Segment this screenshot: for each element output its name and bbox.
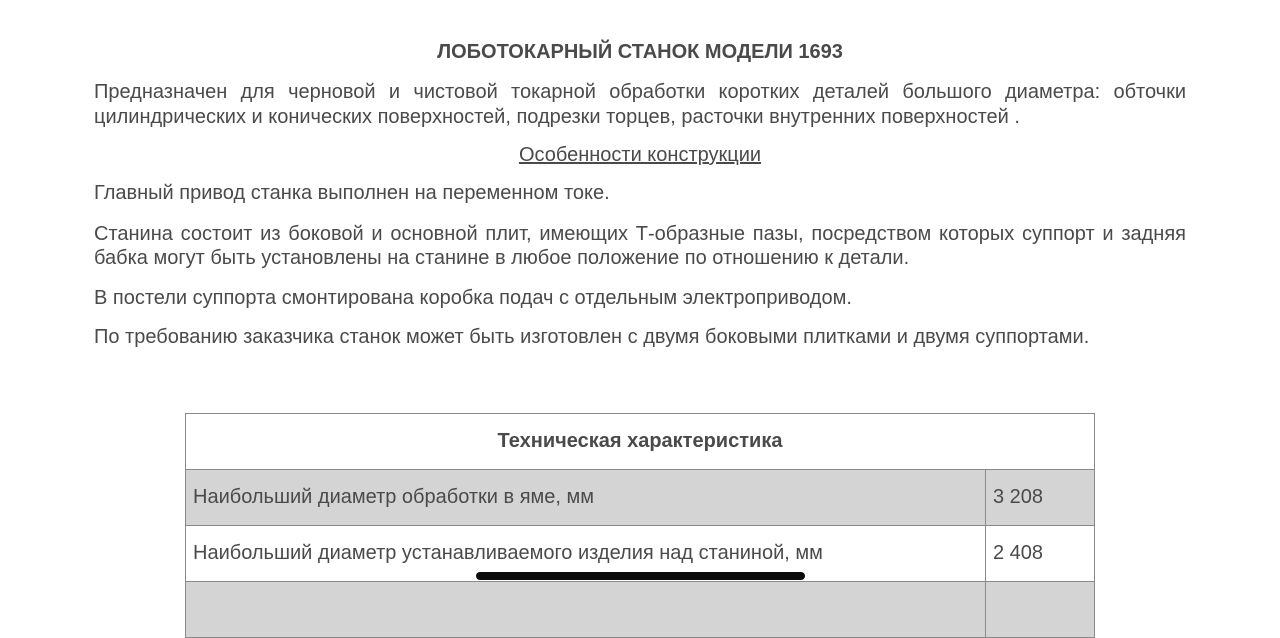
home-indicator[interactable] [476, 572, 805, 580]
intro-paragraph: Предназначен для черновой и чистовой токарной обработки коротких деталей большого диаметра: обточки цилиндрических и конических поверхностей, подрезки торцев, расточки внутренних поверхностей . [94, 81, 1186, 128]
section-title: Особенности конструкции [518, 144, 762, 166]
page-title: ЛОБОТОКАРНЫЙ СТАНОК МОДЕЛИ 1693 [437, 41, 843, 63]
spec-table [185, 413, 1095, 638]
document-body [94, 0, 1186, 350]
table-header: Техническая характеристика [186, 414, 1095, 470]
spec-value-cut [986, 582, 1095, 638]
spec-label: Наибольший диаметр устанавливаемого изделия над станиной, мм [186, 526, 986, 582]
table-row-partial [186, 582, 1095, 638]
spec-label: Наибольший диаметр обработки в яме, мм [186, 470, 986, 526]
spec-value: 2 408 [986, 526, 1095, 582]
spec-label-cut [186, 582, 986, 638]
paragraph-drive: Главный привод станка выполнен на переменном токе. [94, 182, 610, 204]
table-row [186, 470, 1095, 526]
paragraph-feed-box: В постели суппорта смонтирована коробка подач с отдельным электроприводом. [94, 286, 852, 309]
spec-value: 3 208 [986, 470, 1095, 526]
table-header-row [186, 414, 1095, 470]
paragraph-bed: Станина состоит из боковой и основной плит, имеющих Т-образные пазы, посредством которых суппорт и задняя бабка могут быть установлены на станине в любое положение по отношению к детали. [94, 222, 1186, 269]
paragraph-options: По требованию заказчика станок может быть изготовлен с двумя боковыми плитками и двумя суппортами. [94, 326, 1090, 348]
